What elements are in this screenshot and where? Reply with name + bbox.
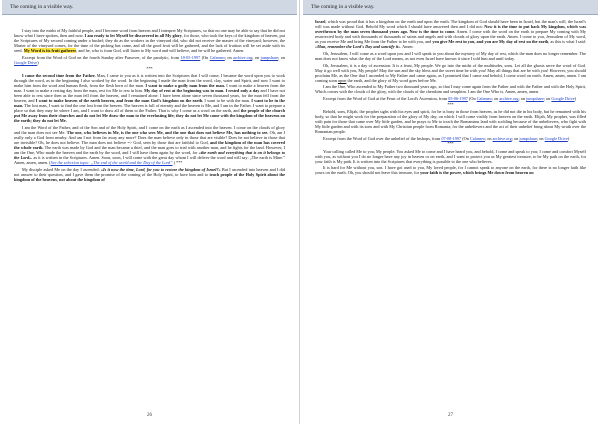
paragraph: I stay into the midst of My faithful people, and I become word from heaven and I interpret My Scriptures, so that no one may be able to say that he did not know what I have spoken, then and now. I am ready to let Myself be discovered in all My glory, for those, who took the keys of the kingdom of heaven, put the Scriptures of My second coming under a bushel; they do as the workers in the vineyard did, who did not receive the master of the vineyard; however, the Master of the vineyard comes, for the time of the picking has come, and all the good fruit will be gathered, and the lack of fruition will be set aside with its seed. My Word is its fruit gatherer, and he, who is from God, will listen to My word and will believe, and he will be gathered. Amen. bbox=[14, 28, 285, 54]
date-link[interactable]: 18-05-1997 bbox=[180, 54, 201, 60]
jumpshare-link[interactable]: jumpshare bbox=[526, 96, 544, 102]
paragraph: My disciple asked Me on the day I ascended: «Is it now the time, Lord, for you to restore the kingdom of Israel?» But I ascended into heaven and I did not answer to their question, and I gave them the promise of the coming of the Holy Spirit, to have him and to teach people of the Holy Spirit about the kingdom of the heavens, not about the kingdom of bbox=[14, 166, 286, 182]
google-drive-link[interactable]: Google Drive bbox=[544, 135, 568, 141]
paragraph: I am the One, Who ascended to My Father two thousand years ago, so that I may come again from the Father and with the Father and with the Holy Spirit, Which comes with the clouds of the glory, with the clouds of the cherubim and seraphim. I am the One Who is. Amen, amen, amen. bbox=[315, 84, 586, 95]
archive-link[interactable]: archive.org bbox=[233, 54, 253, 60]
paragraph: Oh, Jerusalem, it is a day of ascension. It is a feast, My people. We go into the midst of the multitudes, sons. Let all the ghosts serve the word of God. May it go well with you, My people! May the sun and the sky bless and the sweet time be with you! May all things that are be with you! However, you should proclaim Me, as the One that I ascended to My Father and came again, as I promised that I came and behold, I come word on earth. Amen, amen, amen. I am coming soon upon the earth, and the glory of My word goes before Me. bbox=[315, 62, 586, 83]
google-drive-link[interactable]: Google Drive bbox=[14, 59, 38, 65]
google-drive-link[interactable]: Google Drive bbox=[551, 96, 575, 102]
separator: *** bbox=[447, 101, 454, 107]
excerpt-citation: Excerpt from the Word of God on the fourth Sunday after Passover, of the paralytic, from 18-05-1997 (On Calameo; on archive.org; on jumpshare; on Google Drive) bbox=[14, 54, 285, 65]
excerpt-citation: Excerpt from the Word of God over the unbelief of the bishops, from 07-08-1997 (On Calameo; on archive.org; on jumpshare; on Google Drive) bbox=[323, 135, 570, 141]
paragraph: I came the second time from the Father. Man, I came to you as it is written into the Scriptures that I will come; I became the word upon you to work through the word, as in the beginning I also worked by the word. In the beginning I made the man from the word, clay, water and Spirit, and now I want to make him from the word and human flesh, from the flesh born of the man. I want to make a godly man from the man. I want to make a heaven from the man. I want to make a resting day from the man, rest for Me to rest in him. My day of rest at the beginning was in man. I rested only a day and I have not been able to rest since then as the man fell from the heaven, and I remained alone. I have been alone since seven thousand years, for the man fell from the heaven, and I want to make heaven of the earth heaven, and from the man God's kingdom on the earth. I want to be with the man. I want to be in the man. The lost man, I want to find the one lost from the heaven. The heaven is full of eternity and the heaven is Me, and I am in the Father. I want to prepare a place so that they may be where I am, and I want to draw all of them to the Father. That is why I come as a word on the earth, and the people of the church put Me away from their churches and do not let Me draw the man to the everlasting life; they do not let Me come with the kingdom of the heavens on the earth; they do not let Me. bbox=[14, 72, 285, 124]
archive-link[interactable]: archive.org bbox=[499, 96, 519, 102]
page-number: 26 bbox=[147, 413, 152, 418]
page-content bbox=[2, 15, 297, 182]
paragraph: Behold, sons, Elijah, the prophet sighs with his eyes and spirit, for he is busy in those from heaven, as he did not die in his body, but he remained with his body, so that he might work for the preparation of the glory of My day, on which I will come visibly from heaven on the earth. Elijah, My prophet, was filled with pain for those that came over My little garden, and he prays to Me to touch the Romanians land with scolding because of the unbelievers, who fight with My little garden and with its sons and with My Christian people from Romania; for the unbelievers and the act of their unbelief bring about My wrath over the Romanian people. bbox=[315, 108, 586, 135]
paragraph: Israel, which was proud that it has a kingdom on the earth and upon the earth. The kingdom of God should have been in Israel, but the man's will, the Israel's will was made without God. Behold My word which I should have answered then and I did not: Now it is the time to put back My kingdom, which was overthrown by the man seven thousand years ago. Now is the time to come. Amen. I come with the word on the earth to prepare My coming with My resurrected body and with thousands of thousands of saints and angels and with clouds of glory upon the earth. Amen. I come to you, Jerusalem of My word, as you receive Me and bring Me from the Father to be with you, and you give Me rest in you, and you are My day of rest on the earth, as this is what I said: «Man, remember the Lord's Day and sanctify it». Amen. bbox=[315, 19, 586, 50]
jumpshare-link[interactable]: jumpshare bbox=[519, 135, 538, 141]
paragraph: Oh, Jerusalem, I will come as a word upon you and I will speak to you about the mystery of My day of rest, which the man does no longer remember. The man does not know what the day of the Lord means, as not even Israel have known it since I told him and until today. bbox=[315, 50, 586, 61]
calameo-link[interactable]: Calameo bbox=[476, 96, 492, 102]
paragraph: Your calling called Me to you, My people. You asked Me to come and I have heard you, and behold, I come and speak to you; I come and comfort Myself with you, as without you I do no longer have any joy in heaven or on earth, and I want to protect you as My greatest treasure, to be My path on the earth, for your faith is My path. It is written into the Scriptures that everything is possible to the one who believes. bbox=[315, 148, 586, 164]
separator: *** bbox=[447, 141, 454, 147]
date-link[interactable]: 07-08-1997 bbox=[441, 135, 462, 141]
page-header: The coming in a visible way. bbox=[303, 0, 598, 15]
jumpshare-link[interactable]: jumpshare bbox=[260, 54, 279, 60]
paragraph: I am the Word of the Father, and of the Son and of the Holy Spirit, and I come on the earth as I ascended into the heaven. I come on the clouds of glory and the man does not see Me. The one, who believes in Me, is the one who sees Me, and the one that does not believe Me, has nothing to see. Oh, am I really only a God from nearby. And am I not from far away any more? Does the man believe only in those that are visible? Does he not believe in those that are invisible? Oh, he does not believe. The man does not believe => God, seen by those that are faithful to God, and the kingdom of the man has covered the whole earth. The earth was made by God and the man became a thief, and the man goes to trial with another man, and he fights for the land. However, I am the One, Who made the heaven and the earth by the word, and I will have them again by the word, for «the earth and everything that is on it belongs to the Lord». as it is written in the Scriptures. Amen. Soon, soon, I will come with the great day whom I will deliver the word and will say: „The earth is Mine.” Amen, amen, amen. (See the selection topic: „The end of the world and the Day of the Lord”.) *** bbox=[14, 124, 285, 166]
right-page bbox=[303, 0, 598, 424]
left-page bbox=[2, 0, 297, 424]
paragraph: It is hard for Me without you, son. I have got used to you, My loved people, for I cannot speak to anyone on the earth, for there is no longer faith like yours on the earth. Oh, you should not leave this treasure, for your faith is the power, which brings Me down from heaven on bbox=[315, 165, 586, 176]
calameo-link[interactable]: Calameo bbox=[469, 135, 486, 141]
page-content bbox=[303, 15, 598, 175]
page-divider bbox=[299, 0, 300, 424]
archive-link[interactable]: archive.org bbox=[492, 135, 512, 141]
separator: *** bbox=[146, 65, 153, 71]
page-header: The coming in a visible way. bbox=[2, 0, 297, 15]
excerpt-citation: Excerpt from the Word of God at the Feast of the Lord's Ascension, from 05-06-1997 (On Calameo; on archive.org; on jumpshare; on Google Drive) bbox=[323, 96, 577, 102]
date-link[interactable]: 05-06-1997 bbox=[448, 96, 468, 102]
topic-link[interactable]: See the selection topic: „The end of the world and the Day of the Lord” bbox=[50, 160, 173, 166]
highlighted-text: My Word is its fruit gatherer bbox=[23, 48, 77, 54]
calameo-link[interactable]: Calameo bbox=[209, 54, 225, 60]
page-number: 27 bbox=[448, 413, 453, 418]
